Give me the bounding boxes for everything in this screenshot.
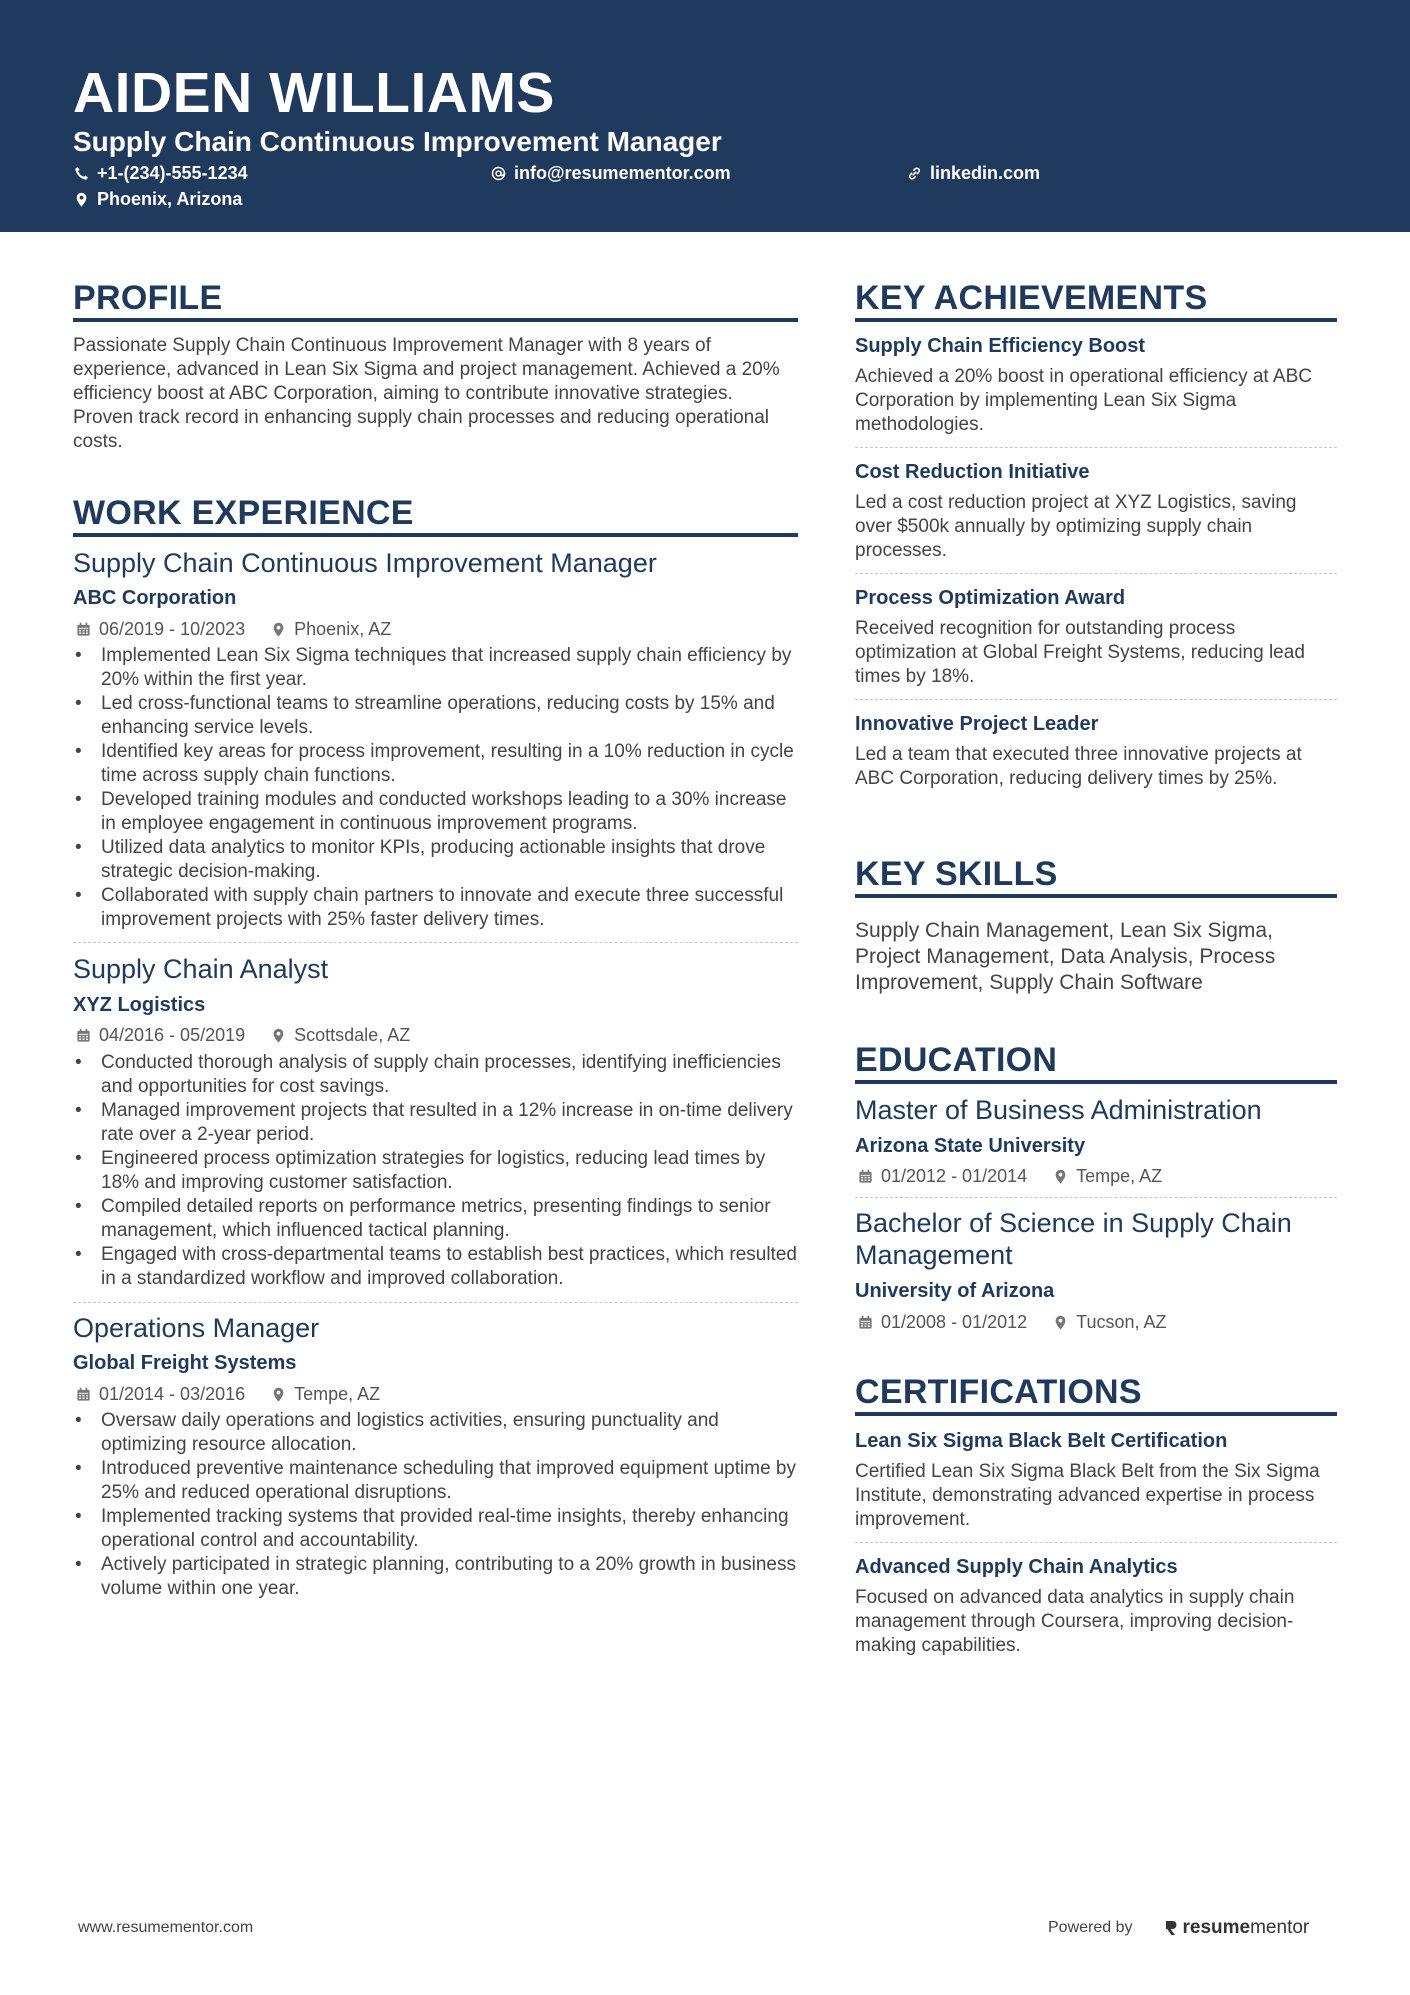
key-skills-heading: KEY SKILLS [855, 855, 1058, 893]
profile-heading: PROFILE [73, 279, 223, 317]
achievement-text: Led a cost reduction project at XYZ Logistics, saving over $500k annually by optimizing supply chain processes. [855, 492, 1297, 561]
candidate-name: AIDEN WILLIAMS [73, 61, 555, 125]
job-bullet: • Conducted thorough analysis of supply chain processes, identifying inefficiencies and opportunities for cost savings. [73, 1051, 803, 1099]
skills-rule [855, 894, 1337, 898]
job-bullet: • Developed training modules and conducted workshops leading to a 30% increase in employee engagement in continuous improvement programs. [73, 788, 803, 836]
map-pin-icon [1053, 1315, 1068, 1330]
calendar-icon [76, 1028, 91, 1043]
divider [855, 1197, 1337, 1198]
job-dates: 06/2019 - 10/2023 [99, 619, 246, 639]
school-name: University of Arizona [855, 1280, 1055, 1302]
divider [855, 447, 1337, 448]
at-icon [491, 166, 506, 181]
certification-title: Lean Six Sigma Black Belt Certification [855, 1430, 1228, 1452]
profile-summary: Passionate Supply Chain Continuous Improvement Manager with 8 years of experience, advanced in Lean Six Sigma and project management. Achieved a 20% efficiency boost at ABC Corporation, aiming to contribute innovative strategies. Proven track record in enhancing supply chain processes and reducing operational costs. [73, 335, 780, 452]
profile-rule [73, 318, 798, 322]
job-dates: 01/2014 - 03/2016 [99, 1384, 246, 1404]
job-title: Supply Chain Continuous Improvement Manager [73, 548, 657, 578]
certifications-rule [855, 1412, 1337, 1416]
certification-text: Certified Lean Six Sigma Black Belt from the Six Sigma Institute, demonstrating advanced expertise in process improvement. [855, 1461, 1320, 1530]
achievement-text: Led a team that executed three innovative projects at ABC Corporation, reducing delivery times by 25%. [855, 744, 1302, 789]
job-company: Global Freight Systems [73, 1352, 297, 1374]
calendar-icon [858, 1169, 873, 1184]
education-location: Tucson, AZ [1076, 1312, 1167, 1332]
achievements-rule [855, 318, 1337, 322]
achievement-title: Process Optimization Award [855, 587, 1126, 609]
education-meta [858, 1310, 1167, 1334]
resume-header [0, 0, 1410, 232]
achievement-text: Received recognition for outstanding process optimization at Global Freight Systems, reducing lead times by 18%. [855, 618, 1305, 687]
job-bullet: • Utilized data analytics to monitor KPIs, producing actionable insights that drove strategic decision-making. [73, 836, 803, 884]
achievement-title: Cost Reduction Initiative [855, 461, 1090, 483]
job-title: Supply Chain Analyst [73, 954, 329, 984]
job-location: Scottsdale, AZ [294, 1025, 411, 1045]
calendar-icon [76, 1387, 91, 1402]
skills-list: Supply Chain Management, Lean Six Sigma, Project Management, Data Analysis, Process Improvement, Supply Chain Software [855, 919, 1276, 994]
job-bullets [73, 644, 803, 932]
linkedin-link[interactable]: linkedin.com [930, 163, 1041, 183]
work-experience-rule [73, 533, 798, 537]
map-pin-icon [271, 1028, 286, 1043]
education-dates: 01/2012 - 01/2014 [881, 1166, 1028, 1186]
contact-phone [74, 161, 248, 185]
job-bullet: • Identified key areas for process improvement, resulting in a 10% reduction in cycle time across supply chain functions. [73, 740, 803, 788]
achievement-title: Supply Chain Efficiency Boost [855, 335, 1146, 357]
footer-powered-by [1048, 1917, 1309, 1939]
powered-by-label: Powered by [1048, 1919, 1133, 1936]
brand-logo[interactable] [1163, 1917, 1310, 1939]
job-bullet: • Implemented Lean Six Sigma techniques that increased supply chain efficiency by 20% within the first year. [73, 644, 803, 692]
job-meta [76, 1382, 380, 1406]
resumementor-logo-icon [1163, 1919, 1179, 1937]
map-pin-icon [271, 1387, 286, 1402]
link-icon [907, 166, 922, 181]
phone-icon [74, 166, 89, 181]
job-title: Operations Manager [73, 1313, 320, 1343]
job-bullet: • Oversaw daily operations and logistics activities, ensuring punctuality and optimizing resource allocation. [73, 1409, 803, 1457]
job-bullet: • Actively participated in strategic planning, contributing to a 20% growth in business volume within one year. [73, 1553, 803, 1601]
job-meta [76, 617, 391, 641]
certifications-heading: CERTIFICATIONS [855, 1373, 1142, 1411]
achievement-text: Achieved a 20% boost in operational efficiency at ABC Corporation by implementing Lean Six Sigma methodologies. [855, 366, 1312, 435]
calendar-icon [76, 622, 91, 637]
brand-name-bold: resume [1182, 1917, 1251, 1938]
education-dates: 01/2008 - 01/2012 [881, 1312, 1028, 1332]
location-text: Phoenix, Arizona [97, 189, 243, 209]
achievement-title: Innovative Project Leader [855, 713, 1099, 735]
work-experience-heading: WORK EXPERIENCE [73, 494, 414, 532]
divider [855, 573, 1337, 574]
education-heading: EDUCATION [855, 1041, 1058, 1079]
divider [73, 1302, 798, 1303]
contact-linkedin [907, 161, 1040, 185]
key-achievements-heading: KEY ACHIEVEMENTS [855, 279, 1208, 317]
job-bullet: • Engaged with cross-departmental teams to establish best practices, which resulted in a standardized workflow and improved collaboration. [73, 1243, 803, 1291]
degree-title: Bachelor of Science in Supply Chain Management [855, 1208, 1292, 1270]
job-location: Phoenix, AZ [294, 619, 392, 639]
education-rule [855, 1080, 1337, 1084]
job-bullet: • Introduced preventive maintenance scheduling that improved equipment uptime by 25% and reduced operational disruptions. [73, 1457, 803, 1505]
job-location: Tempe, AZ [294, 1384, 381, 1404]
job-dates: 04/2016 - 05/2019 [99, 1025, 246, 1045]
degree-title: Master of Business Administration [855, 1095, 1262, 1125]
job-bullet: • Implemented tracking systems that provided real-time insights, thereby enhancing operational control and accountability. [73, 1505, 803, 1553]
job-bullet: • Compiled detailed reports on performance metrics, presenting findings to senior management, which influenced tactical planning. [73, 1195, 803, 1243]
calendar-icon [858, 1315, 873, 1330]
map-pin-icon [1053, 1169, 1068, 1184]
education-meta [858, 1164, 1162, 1188]
divider [73, 942, 798, 943]
job-bullets [73, 1051, 803, 1291]
map-pin-icon [271, 622, 286, 637]
footer-website[interactable]: www.resumementor.com [78, 1919, 254, 1936]
certification-title: Advanced Supply Chain Analytics [855, 1556, 1178, 1578]
brand-name-light: mentor [1250, 1917, 1310, 1938]
job-bullet: • Managed improvement projects that resulted in a 12% increase in on-time delivery rate over a 2-year period. [73, 1099, 803, 1147]
email-link[interactable]: info@resumementor.com [514, 163, 731, 183]
contact-location [74, 187, 242, 211]
divider [855, 1542, 1337, 1543]
job-meta [76, 1023, 410, 1047]
job-company: ABC Corporation [73, 587, 237, 609]
certification-text: Focused on advanced data analytics in supply chain management through Coursera, improving decision-making capabilities. [855, 1587, 1295, 1656]
job-company: XYZ Logistics [73, 994, 206, 1016]
contact-email [491, 161, 731, 185]
divider [855, 699, 1337, 700]
job-bullet: • Collaborated with supply chain partners to innovate and execute three successful improvement projects with 25% faster delivery times. [73, 884, 803, 932]
education-location: Tempe, AZ [1076, 1166, 1163, 1186]
map-pin-icon [74, 192, 89, 207]
candidate-role: Supply Chain Continuous Improvement Manager [73, 126, 722, 157]
job-bullet: • Engineered process optimization strategies for logistics, reducing lead times by 18% and improving customer satisfaction. [73, 1147, 803, 1195]
school-name: Arizona State University [855, 1135, 1086, 1157]
job-bullets [73, 1409, 803, 1601]
job-bullet: • Led cross-functional teams to streamline operations, reducing costs by 15% and enhancing service levels. [73, 692, 803, 740]
phone-text: +1-(234)-555-1234 [97, 163, 248, 183]
